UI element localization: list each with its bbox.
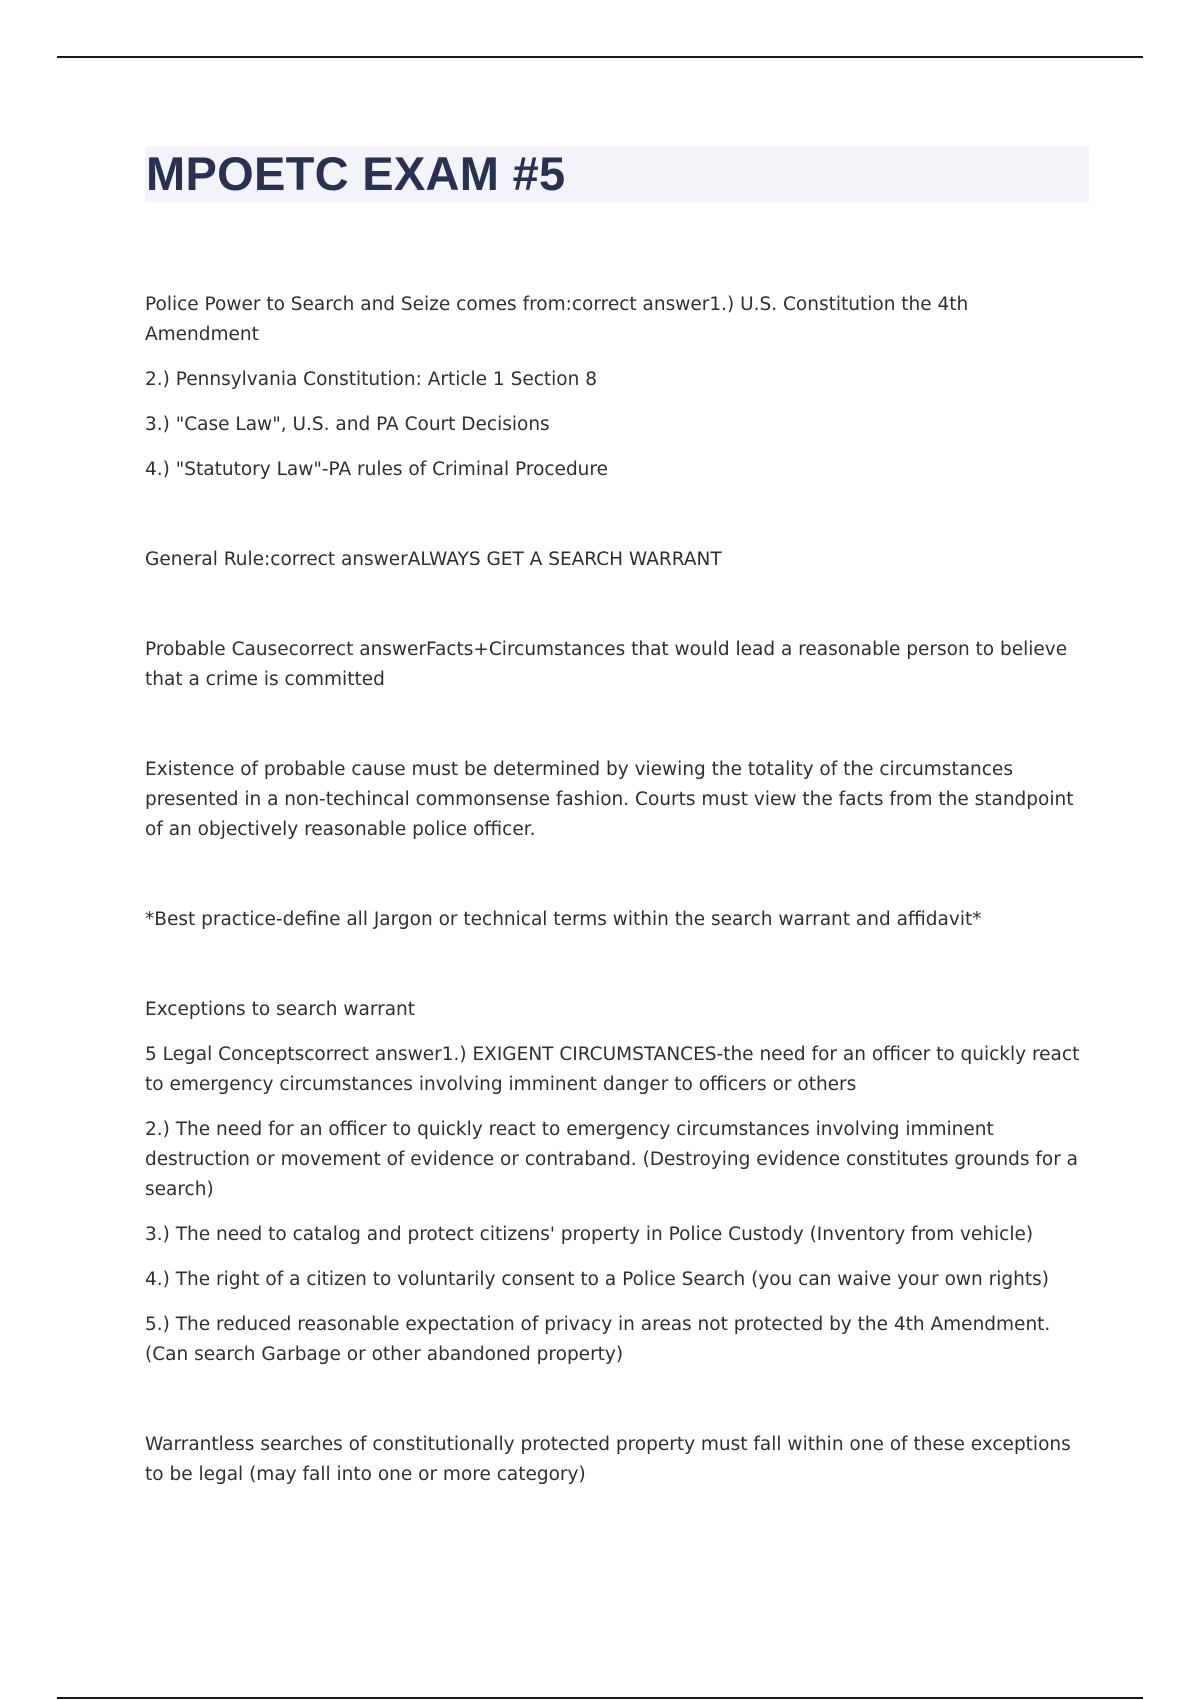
text-line: 4.) "Statutory Law"-PA rules of Criminal Procedure (145, 459, 608, 480)
text-line: 2.) Pennsylvania Constitution: Article 1 Section 8 (145, 369, 597, 390)
page-title: MPOETC EXAM #5 (146, 147, 566, 200)
text-line: 4.) The right of a citizen to voluntarily consent to a Police Search (you can waive your own rights) (145, 1269, 1049, 1290)
text-line: Warrantless searches of constitutionally protected property must fall within one of these exceptions to be legal (may fall into one or more category) (145, 1434, 1071, 1485)
text-line: 3.) The need to catalog and protect citizens' property in Police Custody (Inventory from vehicle) (145, 1224, 1034, 1245)
text-line: Probable Causecorrect answerFacts+Circumstances that would lead a reasonable person to believe that a crime is committed (145, 639, 1068, 690)
text-line: *Best practice-define all Jargon or technical terms within the search warrant and affidavit* (145, 909, 982, 930)
text-line: Police Power to Search and Seize comes from:correct answer1.) U.S. Constitution the 4th Amendment (145, 294, 969, 345)
top-rule (57, 56, 1143, 58)
document-body (145, 290, 1085, 1490)
text-line: General Rule:correct answerALWAYS GET A SEARCH WARRANT (145, 549, 722, 570)
text-line: 2.) The need for an officer to quickly react to emergency circumstances involving imminent destruction or movement of evidence or contraband. (Destroying evidence constitutes grounds for a search) (145, 1119, 1079, 1200)
text-line: 5.) The reduced reasonable expectation of privacy in areas not protected by the 4th Amendment. (Can search Garbage or other abandoned property) (145, 1314, 1051, 1365)
text-line: Existence of probable cause must be determined by viewing the totality of the circumstances presented in a non-techincal commonsense fashion. Courts must view the facts from the standpoint of an objectively reasonable police officer. (145, 759, 1074, 840)
bottom-rule (57, 1697, 1143, 1699)
text-line: 3.) "Case Law", U.S. and PA Court Decisions (145, 414, 550, 435)
text-line: Exceptions to search warrant (145, 999, 416, 1020)
text-line: 5 Legal Conceptscorrect answer1.) EXIGENT CIRCUMSTANCES-the need for an officer to quickly react to emergency circumstances involving imminent danger to officers or others (145, 1044, 1080, 1095)
